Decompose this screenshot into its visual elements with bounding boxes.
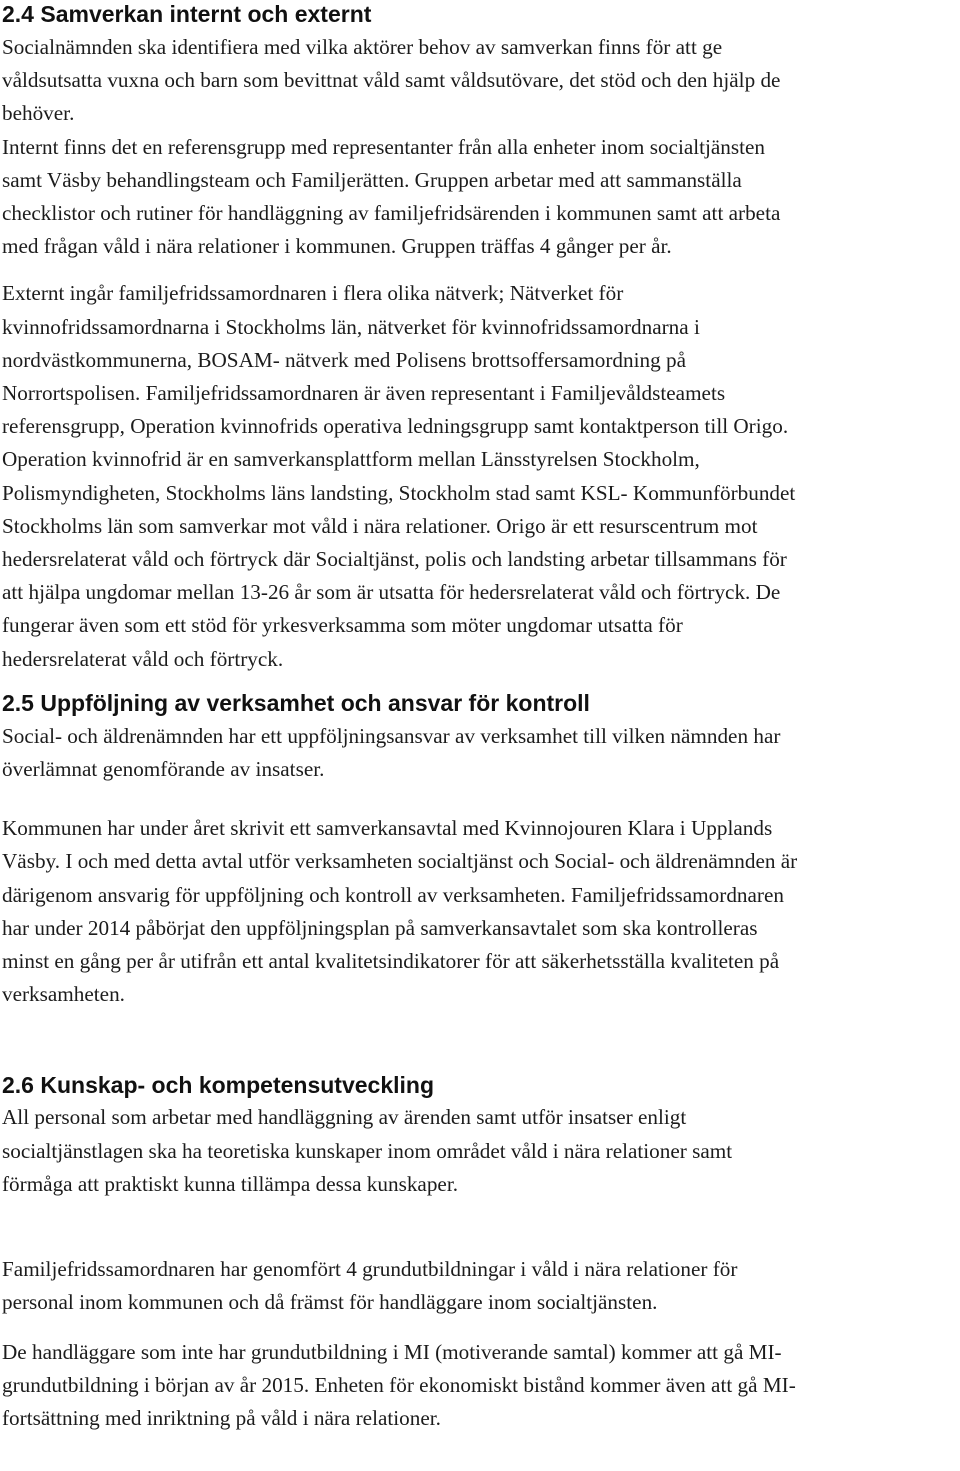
text-line: att hjälpa ungdomar mellan 13-26 år som är utsatta för hedersrelaterat våld och förtryck. De [2, 580, 781, 605]
paragraph-2-5-agreement [2, 812, 960, 1011]
text-line: har under 2014 påbörjat den uppföljningsplan på samverkansavtalet som ska kontrolleras [2, 915, 758, 940]
section-heading-2-4: 2.4 Samverkan internt och externt [2, 1, 372, 27]
text-line: Väsby. I och med detta avtal utför verksamheten socialtjänst och Social- och äldrenämnden är [2, 849, 798, 874]
text-line: nordvästkommunerna, BOSAM- nätverk med Polisens brottsoffersamordning på [2, 347, 686, 372]
text-line: fortsättning med inriktning på våld i nära relationer. [2, 1405, 441, 1430]
text-line: verksamheten. [2, 982, 125, 1007]
text-line: samt Väsby behandlingsteam och Familjerätten. Gruppen arbetar med att sammanställa [2, 167, 742, 192]
text-line: Norrortspolisen. Familjefridssamordnaren är även representant i Familjevåldsteamets [2, 381, 726, 406]
text-line: personal inom kommunen och då främst för handläggare inom socialtjänsten. [2, 1290, 658, 1315]
text-line: Kommunen har under året skrivit ett samverkansavtal med Kvinnojouren Klara i Upplands [2, 816, 773, 841]
text-line: kvinnofridssamordnarna i Stockholms län, nätverket för kvinnofridssamordnarna i [2, 314, 700, 339]
text-line: Operation kvinnofrid är en samverkansplattform mellan Länsstyrelsen Stockholm, [2, 447, 700, 472]
text-line: All personal som arbetar med handläggning av ärenden samt utför insatser enligt [2, 1105, 687, 1130]
paragraph-2-6-requirements [2, 1101, 960, 1201]
section-heading-2-5: 2.5 Uppföljning av verksamhet och ansvar för kontroll [2, 689, 590, 716]
text-line: hedersrelaterat våld och förtryck där Socialtjänst, polis och landsting arbetar tillsammans för [2, 547, 787, 572]
paragraph-2-6-trainings [2, 1253, 960, 1319]
text-line: Familjefridssamordnaren har genomfört 4 grundutbildningar i våld i nära relationer för [2, 1257, 738, 1282]
text-line: fungerar även som ett stöd för yrkesverksamma som möter ungdomar utsatta för [2, 613, 683, 638]
text-line: Social- och äldrenämnden har ett uppföljningsansvar av verksamhet till vilken nämnden har [2, 723, 781, 748]
text-line: hedersrelaterat våld och förtryck. [2, 646, 284, 671]
text-line: referensgrupp, Operation kvinnofrids operativa ledningsgrupp samt kontaktperson till Origo. [2, 414, 789, 439]
text-line: Externt ingår familjefridssamordnaren i flera olika nätverk; Nätverket för [2, 281, 624, 306]
text-line: behöver. [2, 101, 75, 126]
section-heading-2-6: 2.6 Kunskap- och kompetensutveckling [2, 1072, 435, 1099]
text-line: De handläggare som inte har grundutbildning i MI (motiverande samtal) kommer att gå MI- [2, 1339, 782, 1364]
text-line: Polismyndigheten, Stockholms läns landsting, Stockholm stad samt KSL- Kommunförbundet [2, 480, 796, 505]
text-line: förmåga att praktiskt kunna tillämpa dessa kunskaper. [2, 1171, 458, 1196]
text-line: överlämnat genomförande av insatser. [2, 757, 325, 782]
text-line: checklistor och rutiner för handläggning av familjefridsärenden i kommunen samt att arbeta [2, 201, 781, 226]
text-line: Internt finns det en referensgrupp med representanter från alla enheter inom socialtjänsten [2, 134, 766, 159]
text-line: grundutbildning i början av år 2015. Enheten för ekonomiskt bistånd kommer även att gå MI- [2, 1372, 796, 1397]
text-line: våldsutsatta vuxna och barn som bevittnat våld samt våldsutövare, det stöd och den hjälp de [2, 68, 781, 93]
text-line: därigenom ansvarig för uppföljning och kontroll av verksamheten. Familjefridssamordnaren [2, 882, 784, 907]
paragraph-2-4-intro [2, 31, 960, 131]
text-line: socialtjänstlagen ska ha teoretiska kunskaper inom området våld i nära relationer samt [2, 1138, 733, 1163]
text-line: Stockholms län som samverkar mot våld i nära relationer. Origo är ett resurscentrum mot [2, 513, 758, 538]
paragraph-2-4-internal [2, 131, 960, 264]
text-line: Socialnämnden ska identifiera med vilka aktörer behov av samverkan finns för att ge [2, 35, 723, 59]
paragraph-2-6-mi [2, 1336, 960, 1436]
text-line: med frågan våld i nära relationer i kommunen. Gruppen träffas 4 gånger per år. [2, 234, 672, 259]
text-line: minst en gång per år utifrån ett antal kvalitetsindikatorer för att säkerhetsställa kvaliteten på [2, 949, 780, 974]
paragraph-2-5-responsibility [2, 720, 960, 786]
paragraph-2-4-external [2, 277, 960, 675]
